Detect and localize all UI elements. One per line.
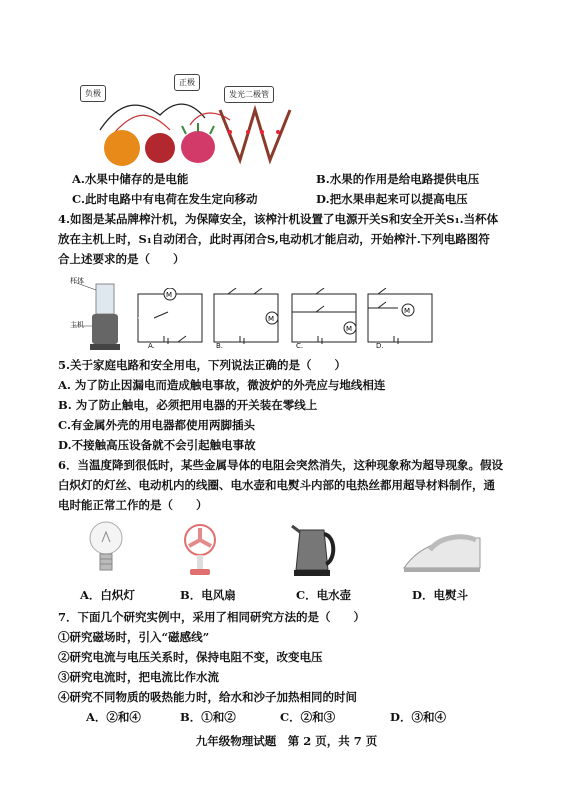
q7-item-3: ③研究电流时，把电流比作水流: [58, 670, 219, 684]
q7-option-b: B．①和②: [180, 710, 236, 724]
circuit-label-a: A.: [148, 342, 155, 350]
q6-option-d: D．电熨斗: [412, 588, 468, 602]
circuit-label-c: C.: [296, 342, 304, 350]
q4-stem-line-2: 放在主机上时，S₁自动闭合，此时再闭合S,电动机才能启动，开始榨汁.下列电路图符: [58, 232, 490, 246]
circuit-label-d: D.: [376, 342, 384, 350]
svg-text:M: M: [268, 315, 275, 323]
juicer-cup-label: 杯体: [70, 277, 84, 285]
circuit-diagram-d: [364, 288, 436, 352]
q7-item-2: ②研究电流与电压关系时，保持电阻不变，改变电压: [58, 650, 323, 664]
q5-option-b: B. 为了防止触电，必须把用电器的开关装在零线上: [58, 398, 318, 412]
page-footer: 九年级物理试题 第 2 页，共 7 页: [195, 734, 378, 748]
q7-item-1: ①研究磁场时，引入“磁感线”: [58, 630, 210, 644]
q6-option-a: A．白炽灯: [80, 588, 135, 602]
juicer-figure: [68, 274, 128, 354]
electric-kettle-image: [290, 520, 338, 578]
q6-option-c: C．电水壶: [296, 588, 352, 602]
q6-stem-line-1: 6．当温度降到很低时，某些金属导体的电阻会突然消失，这种现象称为超导现象。假设: [58, 458, 503, 472]
juicer-host-label: 主机: [70, 321, 84, 329]
q6-stem-line-2: 白炽灯的灯丝、电动机内的线圈、电水壶和电熨斗内部的电热丝都用超导材料制作，通: [58, 478, 495, 492]
q7-option-c: C．②和③: [280, 710, 336, 724]
svg-text:M: M: [404, 307, 411, 315]
q7-option-d: D．③和④: [390, 710, 446, 724]
q5-option-d: D.不接触高压设备就不会引起触电事故: [58, 438, 256, 452]
q3-option-b: B.水果的作用是给电路提供电压: [316, 172, 480, 186]
electric-fan-image: [180, 522, 220, 578]
q6-stem-line-3: 电时能正常工作的是（ ）: [58, 498, 208, 512]
q5-option-a: A. 为了防止因漏电而造成触电事故，微波炉的外壳应与地线相连: [58, 378, 386, 392]
q3-option-c: C.此时电路中有电荷在发生定向移动: [72, 192, 258, 206]
positive-pole-label: 正极: [174, 74, 200, 91]
q5-stem: 5.关于家庭电路和安全用电，下列说法正确的是（ ）: [58, 358, 347, 372]
q3-option-a: A.水果中储存的是电能: [72, 172, 189, 186]
led-label: 发光二极管: [224, 86, 274, 103]
q7-item-4: ④研究不同物质的吸热能力时，给水和沙子加热相同的时间: [58, 690, 357, 704]
q4-stem-line-1: 4.如图是某品牌榨汁机，为保障安全，该榨汁机设置了电源开关S和安全开关S₁.当杯体: [58, 212, 499, 226]
incandescent-lamp-image: [88, 518, 124, 578]
q7-option-a: A．②和④: [86, 710, 141, 724]
svg-text:M: M: [346, 325, 353, 333]
q7-stem: 7．下面几个研究实例中，采用了相同研究方法的是（ ）: [58, 610, 365, 624]
circuit-label-b: B.: [216, 342, 224, 350]
circuit-diagram-a: [134, 288, 206, 352]
q5-option-c: C.有金属外壳的用电器都使用两脚插头: [58, 418, 255, 432]
q6-option-b: B．电风扇: [180, 588, 236, 602]
q4-stem-line-3: 合上述要求的是（ ）: [58, 252, 185, 266]
q3-option-d: D.把水果串起来可以提高电压: [316, 192, 468, 206]
svg-text:M: M: [166, 291, 173, 299]
negative-pole-label: 负极: [80, 85, 106, 102]
electric-iron-image: [400, 524, 484, 576]
